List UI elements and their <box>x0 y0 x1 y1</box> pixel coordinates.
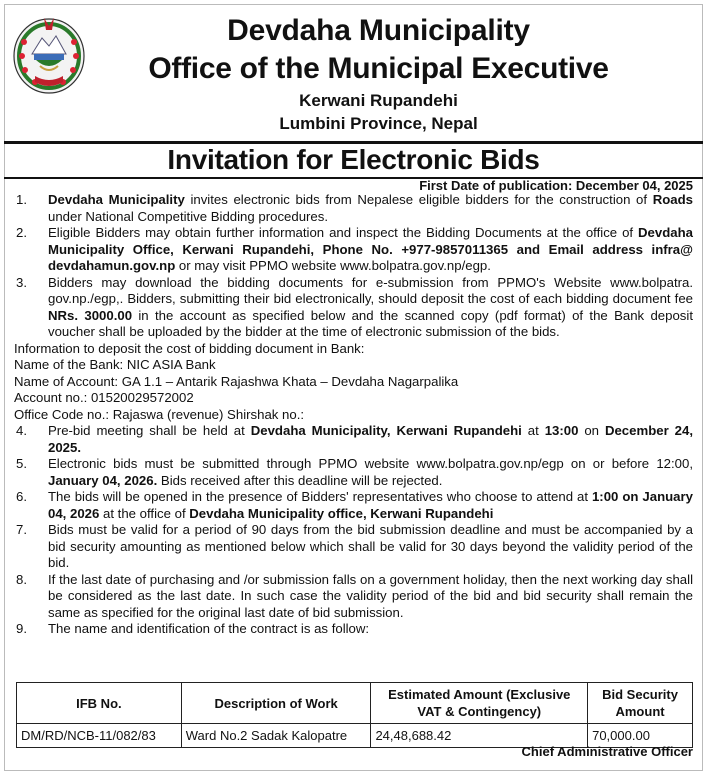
col-amount-header: Estimated Amount (Exclusive VAT & Contingency) <box>371 683 588 724</box>
item-number: 8. <box>16 571 27 587</box>
contract-table <box>16 682 693 748</box>
office-name: Office of the Municipal Executive <box>148 52 609 85</box>
bank-name: Name of the Bank: NIC ASIA Bank <box>14 357 216 372</box>
table-header-row <box>17 683 693 724</box>
bank-info <box>14 341 693 424</box>
signatory: Chief Administrative Officer <box>521 744 693 759</box>
item-number: 5. <box>16 456 27 471</box>
account-number: Account no.: 01520029572002 <box>14 390 194 405</box>
address-line-2: Lumbini Province, Nepal <box>279 114 478 133</box>
item-text: 13:00 <box>544 423 579 438</box>
item-text: or may visit PPMO website www.bolpatra.gov.np/egp. <box>175 258 491 273</box>
item-text: Bidders may download the bidding documents for e-submission from PPMO's Website www.bolpatra. gov.np./egp,. Bidders, submitting their bid electronically, should deposit the cost of each bidding document fee <box>48 274 693 306</box>
item-text: The name and identification of the contract is as follow: <box>48 621 370 636</box>
item-number: 3. <box>16 274 27 290</box>
cell-amount: 24,48,688.42 <box>371 724 588 748</box>
address-line-1: Kerwani Rupandehi <box>299 91 458 110</box>
item-number: 4. <box>16 423 27 438</box>
publication-date: First Date of publication: December 04, 2025 <box>419 178 693 193</box>
list-item <box>14 275 693 341</box>
list-item <box>14 225 693 275</box>
notice-body <box>14 192 693 638</box>
item-text: Devdaha Municipality, Kerwani Rupandehi <box>250 423 522 438</box>
item-text: January 04, 2026. <box>48 472 158 488</box>
list-item <box>14 522 693 572</box>
account-name: Name of Account: GA 1.1 – Antarik Rajashwa Khata – Devdaha Nagarpalika <box>14 373 459 389</box>
cell-ifb: DM/RD/NCB-11/082/83 <box>17 724 182 748</box>
cell-description: Ward No.2 Sadak Kalopatre <box>181 724 371 748</box>
list-item <box>14 572 693 622</box>
item-text: Bids must be valid for a period of 90 days from the bid submission deadline and must be accompanied by a bid security amounting as mentioned below which shall be valid for 30 days beyond the validity period of the bid. <box>48 522 693 570</box>
col-ifb-header: IFB No. <box>17 683 182 724</box>
item-text: Roads <box>652 192 693 207</box>
cell-security: 70,000.00 <box>588 724 693 748</box>
item-number: 9. <box>16 621 27 636</box>
item-number: 7. <box>16 522 27 537</box>
item-number: 1. <box>16 192 27 207</box>
item-text: The bids will be opened in the presence of Bidders' representatives who choose to attend at <box>48 489 592 504</box>
item-text: at the office of <box>99 505 190 521</box>
list-item <box>14 621 693 638</box>
item-number: 2. <box>16 225 27 240</box>
notice-title: Invitation for Electronic Bids <box>167 144 540 175</box>
item-number: 6. <box>16 489 27 504</box>
item-text: Bids received after this deadline will be rejected. <box>157 472 443 488</box>
list-item <box>14 456 693 489</box>
item-text: 1:00 on January 04, 2026 <box>48 489 693 521</box>
list-item <box>14 423 693 456</box>
item-text: If the last date of purchasing and /or submission falls on a government holiday, then the next working day shall be considered as the last date. In such case the validity period of the bid and bid security shall remain the same as specified for the original last date of bid submission. <box>48 571 693 620</box>
bank-info-heading: Information to deposit the cost of bidding document in Bank: <box>14 340 365 356</box>
list-item <box>14 192 693 225</box>
item-text: December 24, 2025. <box>48 423 693 455</box>
item-text: Eligible Bidders may obtain further information and inspect the Bidding Documents at the office of <box>48 225 639 240</box>
item-text: Devdaha Municipality <box>48 192 185 207</box>
col-security-header: Bid Security Amount <box>588 683 693 724</box>
list-item <box>14 489 693 522</box>
item-text: Devdaha Municipality office, Kerwani Rupandehi <box>189 505 494 521</box>
item-text: invites electronic bids from Nepalese eligible bidders for the construction of <box>184 192 653 207</box>
item-text: Devdaha Municipality Office, Kerwani Rupandehi, Phone No. +977-9857011365 and Email address infra@ devdahamun.gov.np <box>48 225 693 273</box>
item-text: NRs. 3000.00 <box>48 307 133 323</box>
office-code: Office Code no.: Rajaswa (revenue) Shirshak no.: <box>14 406 305 422</box>
municipality-name: Devdaha Municipality <box>227 14 530 47</box>
item-text: Electronic bids must be submitted through PPMO website www.bolpatra.gov.np/egp on or before 12:00, <box>48 456 693 471</box>
col-description-header: Description of Work <box>181 683 371 724</box>
item-text: under National Competitive Bidding procedures. <box>48 208 329 224</box>
nepal-emblem-logo <box>10 12 88 96</box>
item-text: in the account as specified below and the scanned copy (pdf format) of the Bank deposit voucher shall be uploaded by the bidder at the time of electronic submission of the bids. <box>48 307 693 339</box>
item-text: at <box>521 423 545 438</box>
item-text: Pre-bid meeting shall be held at <box>48 423 251 438</box>
item-text: on <box>578 423 605 438</box>
